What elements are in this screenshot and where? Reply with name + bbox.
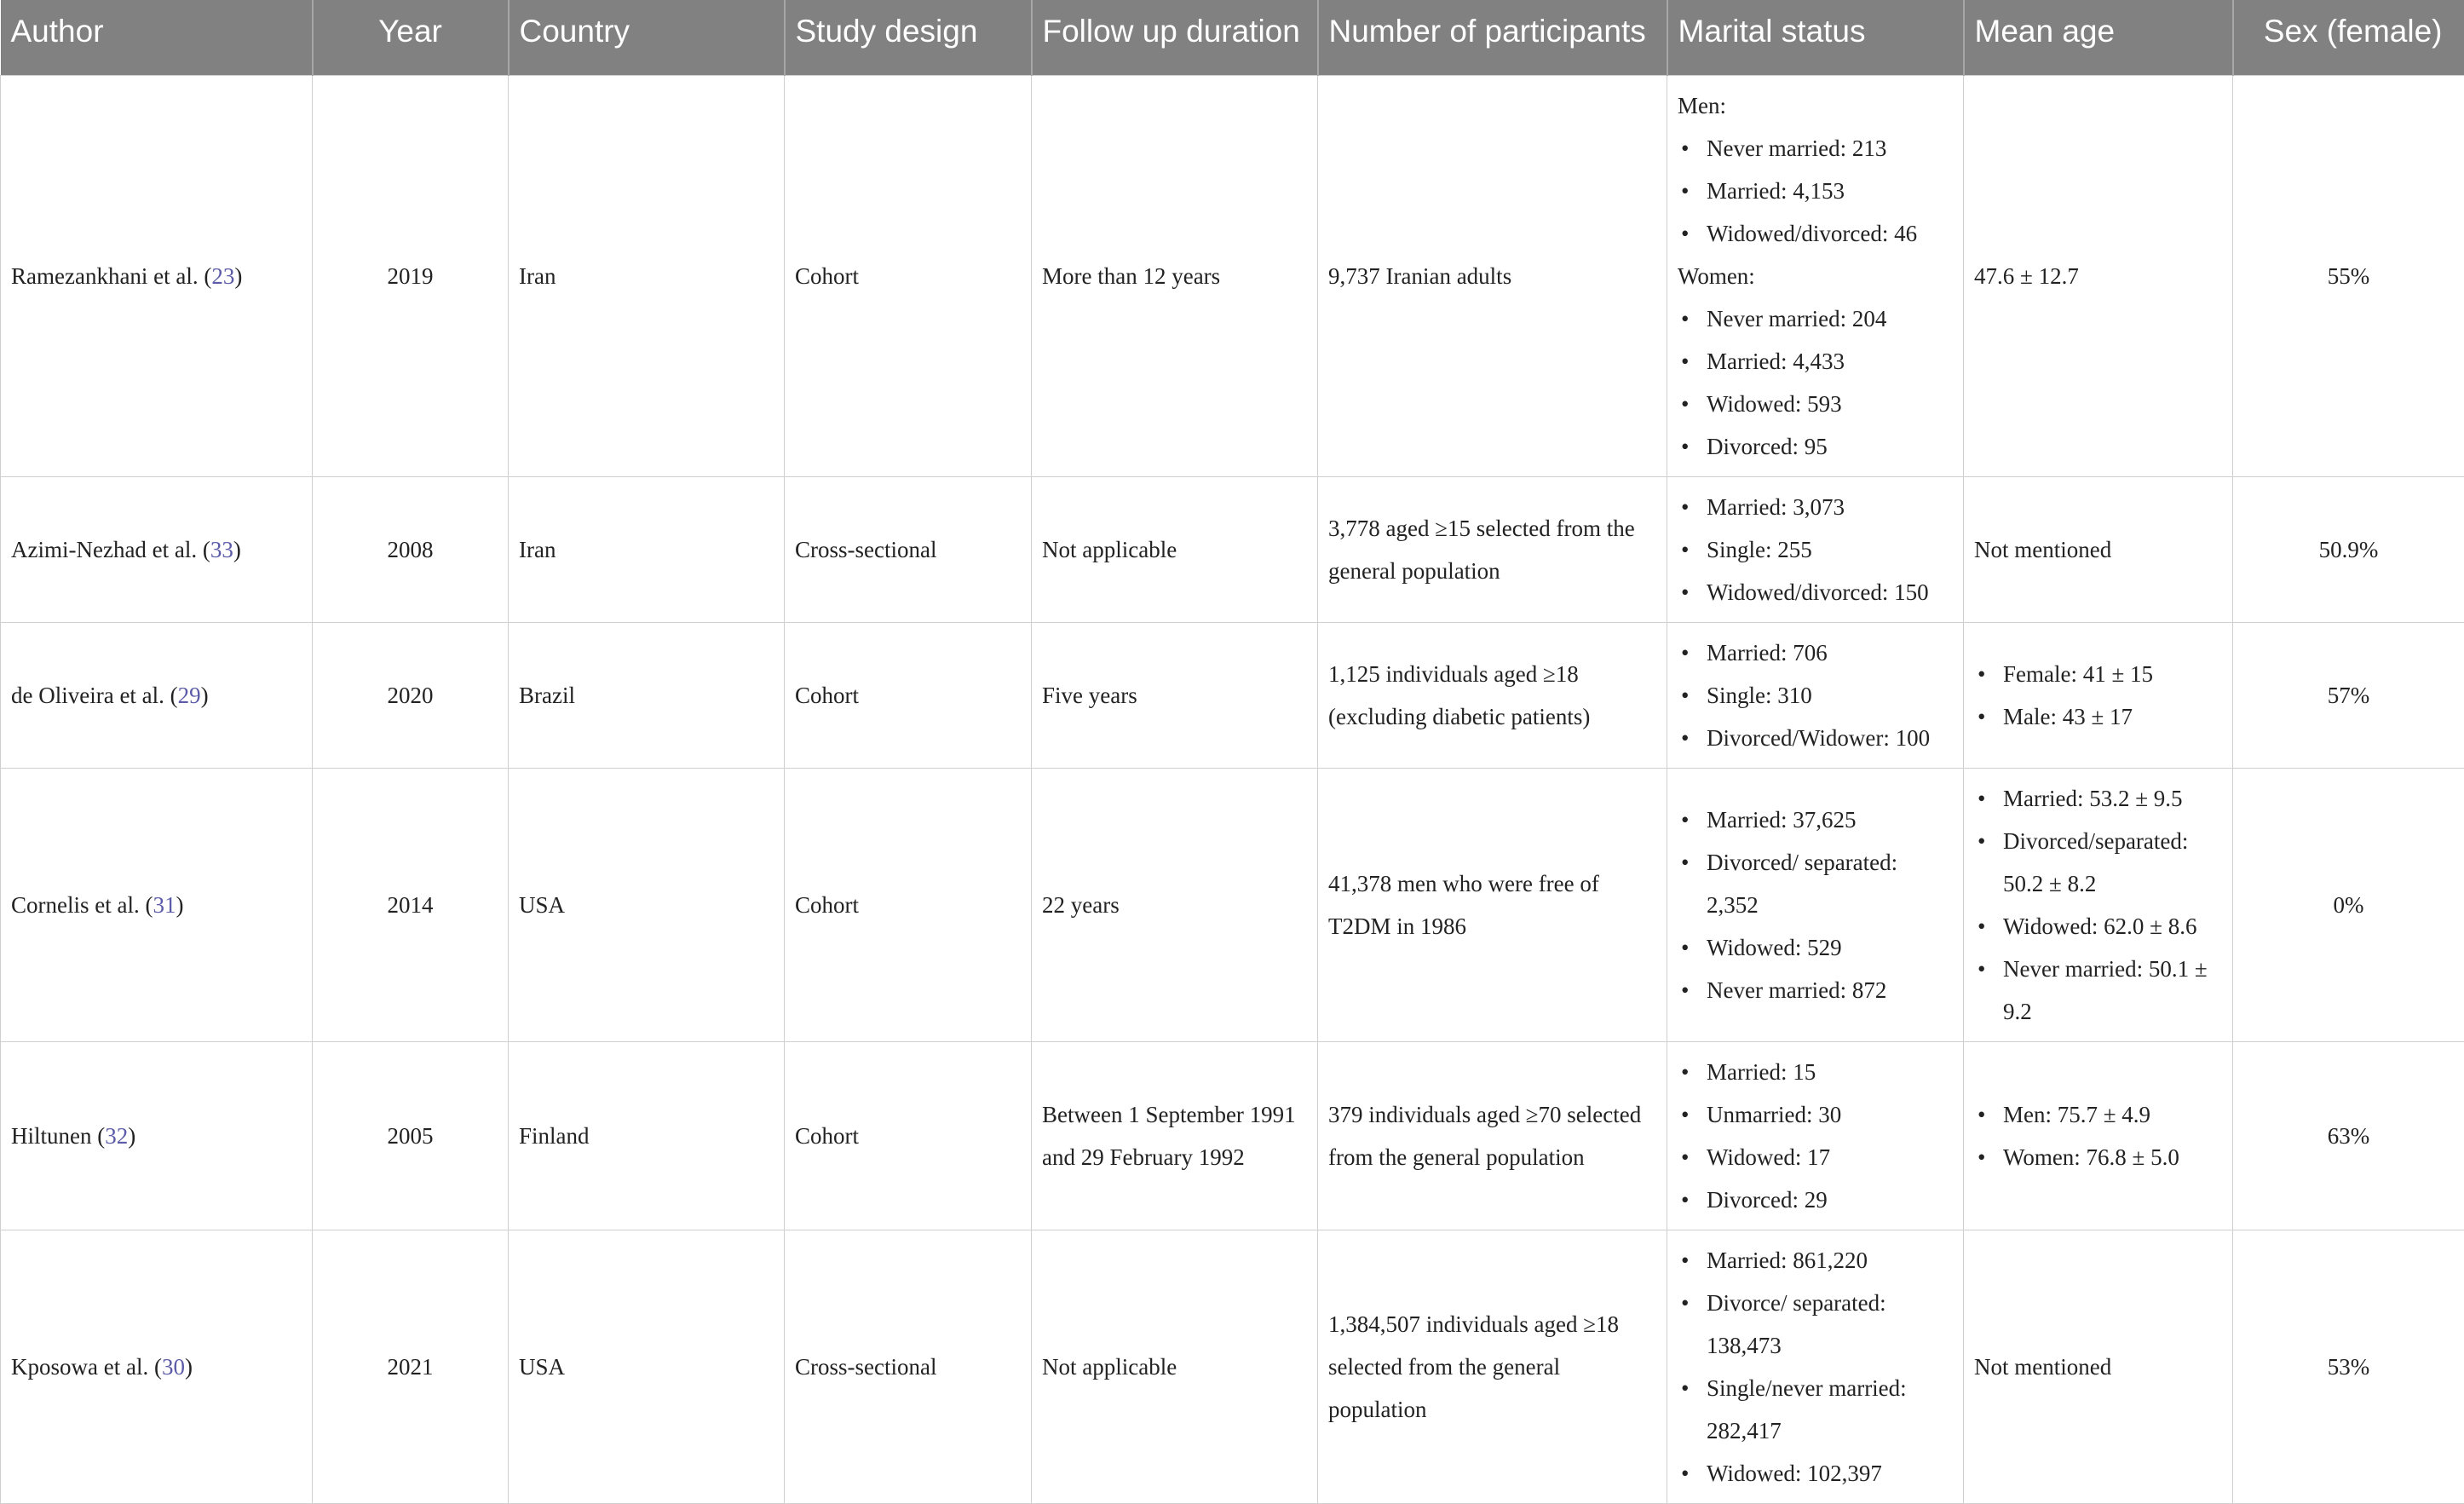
country-cell: Iran (509, 75, 785, 476)
marital-list (1678, 486, 1953, 614)
header-mean-age: Mean age (1964, 0, 2233, 75)
list-item: • Married: 3,073 (1678, 486, 1953, 528)
list-item: • Divorced/ separated: 2,352 (1678, 841, 1953, 926)
country-cell: Iran (509, 476, 785, 622)
list-item: • Divorced/separated: 50.2 ± 8.2 (1974, 820, 2222, 905)
table-row (1, 75, 2464, 476)
participants-cell: 1,125 individuals aged ≥18 (excluding diabetic patients) (1318, 622, 1667, 768)
list-item: • Married: 53.2 ± 9.5 (1974, 777, 2222, 820)
author-paren: ) (176, 892, 183, 918)
header-marital-status: Marital status (1667, 0, 1964, 75)
list-item: • Widowed/divorced: 46 (1678, 212, 1953, 255)
marital-cell (1667, 476, 1964, 622)
year-cell: 2014 (313, 768, 509, 1041)
table-row (1, 1041, 2464, 1230)
list-item: • Male: 43 ± 17 (1974, 695, 2222, 738)
author-paren: ) (233, 537, 241, 562)
list-item: • Men: 75.7 ± 4.9 (1974, 1093, 2222, 1136)
country-cell: USA (509, 768, 785, 1041)
header-year: Year (313, 0, 509, 75)
reference-link[interactable]: 31 (153, 892, 176, 918)
list-item: • Married: 4,433 (1678, 340, 1953, 383)
list-item: • Widowed: 529 (1678, 926, 1953, 969)
list-item: • Female: 41 ± 15 (1974, 653, 2222, 695)
list-item: • Married: 706 (1678, 631, 1953, 674)
marital-list (1678, 1051, 1953, 1221)
list-item: • Widowed: 17 (1678, 1136, 1953, 1178)
author-cell (1, 75, 313, 476)
mean-age-list (1974, 653, 2222, 738)
mean-age-list (1974, 1093, 2222, 1178)
marital-cell (1667, 1041, 1964, 1230)
marital-group-label: Women: (1678, 255, 1953, 297)
list-item: • Divorced: 29 (1678, 1178, 1953, 1221)
author-text: de Oliveira et al. ( (11, 683, 178, 708)
author-text: Azimi-Nezhad et al. ( (11, 537, 210, 562)
list-item: • Unmarried: 30 (1678, 1093, 1953, 1136)
marital-list (1678, 297, 1953, 468)
list-item: • Single: 310 (1678, 674, 1953, 717)
year-cell: 2005 (313, 1041, 509, 1230)
list-item: • Divorced/Widower: 100 (1678, 717, 1953, 759)
list-item: • Single/never married: 282,417 (1678, 1367, 1953, 1452)
marital-cell (1667, 1230, 1964, 1503)
list-item: • Widowed: 593 (1678, 383, 1953, 425)
participants-cell: 41,378 men who were free of T2DM in 1986 (1318, 768, 1667, 1041)
table-row (1, 476, 2464, 622)
list-item: • Married: 37,625 (1678, 798, 1953, 841)
table-row (1, 768, 2464, 1041)
list-item: • Widowed: 62.0 ± 8.6 (1974, 905, 2222, 948)
year-cell: 2008 (313, 476, 509, 622)
list-item: • Widowed/divorced: 150 (1678, 571, 1953, 614)
marital-group-label: Men: (1678, 84, 1953, 127)
participants-cell: 3,778 aged ≥15 selected from the general population (1318, 476, 1667, 622)
marital-cell (1667, 768, 1964, 1041)
participants-cell: 379 individuals aged ≥70 selected from the general population (1318, 1041, 1667, 1230)
list-item: • Divorced: 95 (1678, 425, 1953, 468)
design-cell: Cohort (785, 75, 1032, 476)
participants-cell: 1,384,507 individuals aged ≥18 selected from the general population (1318, 1230, 1667, 1503)
list-item: • Married: 15 (1678, 1051, 1953, 1093)
author-text: Cornelis et al. ( (11, 892, 153, 918)
list-item: • Married: 4,153 (1678, 170, 1953, 212)
header-study-design: Study design (785, 0, 1032, 75)
mean-age-cell: 47.6 ± 12.7 (1964, 75, 2233, 476)
author-paren: ) (128, 1123, 135, 1149)
list-item: • Widowed: 102,397 (1678, 1452, 1953, 1495)
follow-up-cell: More than 12 years (1032, 75, 1318, 476)
follow-up-cell: Between 1 September 1991 and 29 February 1992 (1032, 1041, 1318, 1230)
mean-age-cell (1964, 622, 2233, 768)
author-cell (1, 768, 313, 1041)
marital-list (1678, 798, 1953, 1011)
list-item: • Never married: 50.1 ± 9.2 (1974, 948, 2222, 1033)
year-cell: 2020 (313, 622, 509, 768)
mean-age-list (1974, 777, 2222, 1033)
table-row (1, 622, 2464, 768)
header-row (1, 0, 2464, 75)
table-row (1, 1230, 2464, 1503)
header-follow-up: Follow up duration (1032, 0, 1318, 75)
header-country: Country (509, 0, 785, 75)
mean-age-cell (1964, 1041, 2233, 1230)
list-item: • Divorce/ separated: 138,473 (1678, 1282, 1953, 1367)
sex-female-cell: 57% (2233, 622, 2464, 768)
mean-age-cell: Not mentioned (1964, 1230, 2233, 1503)
mean-age-cell (1964, 768, 2233, 1041)
follow-up-cell: 22 years (1032, 768, 1318, 1041)
follow-up-cell: Not applicable (1032, 1230, 1318, 1503)
year-cell: 2021 (313, 1230, 509, 1503)
sex-female-cell: 55% (2233, 75, 2464, 476)
header-sex-female: Sex (female) (2233, 0, 2464, 75)
design-cell: Cohort (785, 622, 1032, 768)
list-item: • Single: 255 (1678, 528, 1953, 571)
mean-age-cell: Not mentioned (1964, 476, 2233, 622)
list-item: • Never married: 213 (1678, 127, 1953, 170)
sex-female-cell: 0% (2233, 768, 2464, 1041)
sex-female-cell: 53% (2233, 1230, 2464, 1503)
country-cell: Finland (509, 1041, 785, 1230)
sex-female-cell: 63% (2233, 1041, 2464, 1230)
reference-link[interactable]: 23 (211, 263, 234, 289)
follow-up-cell: Five years (1032, 622, 1318, 768)
sex-female-cell: 50.9% (2233, 476, 2464, 622)
list-item: • Women: 76.8 ± 5.0 (1974, 1136, 2222, 1178)
author-paren: ) (201, 683, 209, 708)
design-cell: Cross-sectional (785, 476, 1032, 622)
follow-up-cell: Not applicable (1032, 476, 1318, 622)
list-item: • Never married: 872 (1678, 969, 1953, 1011)
list-item: • Never married: 204 (1678, 297, 1953, 340)
author-cell (1, 1041, 313, 1230)
marital-list (1678, 127, 1953, 255)
author-cell (1, 622, 313, 768)
author-text: Ramezankhani et al. ( (11, 263, 211, 289)
reference-link[interactable]: 33 (210, 537, 233, 562)
participants-cell: 9,737 Iranian adults (1318, 75, 1667, 476)
marital-cell (1667, 75, 1964, 476)
marital-list (1678, 1239, 1953, 1495)
header-author: Author (1, 0, 313, 75)
author-cell (1, 1230, 313, 1503)
reference-link[interactable]: 32 (105, 1123, 128, 1149)
year-cell: 2019 (313, 75, 509, 476)
author-paren: ) (185, 1354, 193, 1380)
list-item: • Married: 861,220 (1678, 1239, 1953, 1282)
country-cell: USA (509, 1230, 785, 1503)
design-cell: Cohort (785, 768, 1032, 1041)
author-text: Hiltunen ( (11, 1123, 105, 1149)
marital-list (1678, 631, 1953, 759)
author-paren: ) (234, 263, 242, 289)
design-cell: Cohort (785, 1041, 1032, 1230)
author-text: Kposowa et al. ( (11, 1354, 162, 1380)
design-cell: Cross-sectional (785, 1230, 1032, 1503)
country-cell: Brazil (509, 622, 785, 768)
reference-link[interactable]: 29 (178, 683, 201, 708)
author-cell (1, 476, 313, 622)
marital-cell (1667, 622, 1964, 768)
header-participants: Number of participants (1318, 0, 1667, 75)
reference-link[interactable]: 30 (162, 1354, 185, 1380)
